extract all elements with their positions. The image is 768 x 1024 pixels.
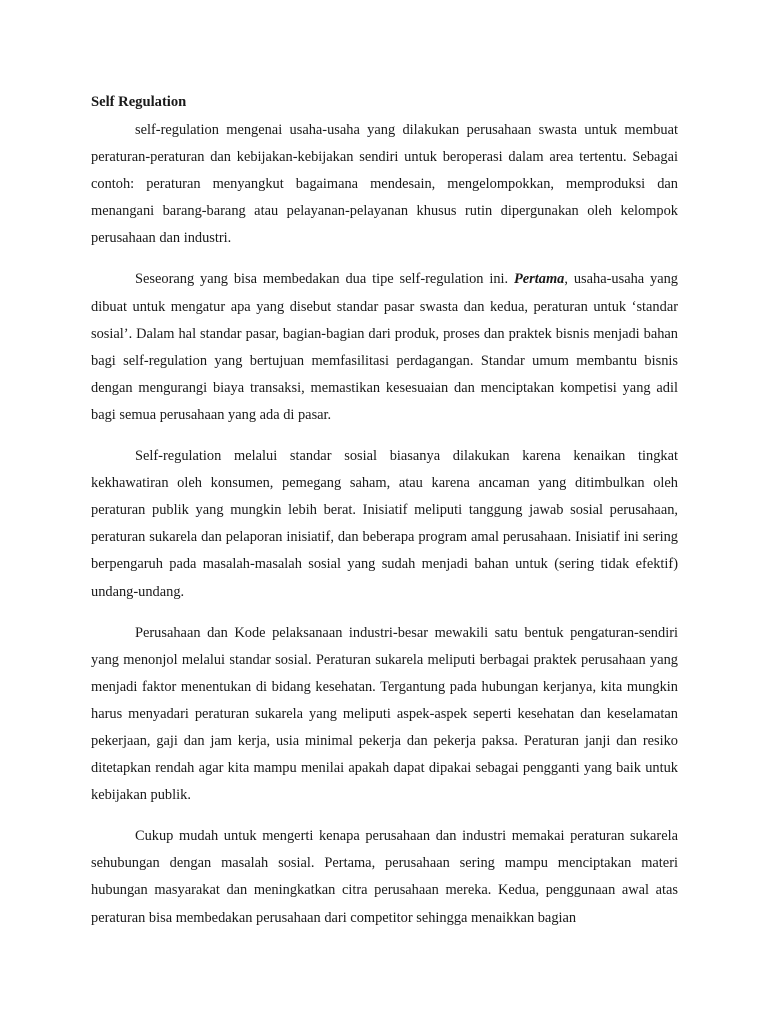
paragraph-2-text-after: , usaha-usaha yang dibuat untuk mengatur apa yang disebut standar pasar swasta dan kedua, peraturan untuk ‘standar sosial’. Dalam hal standar pasar, bagian-bagian dari produk, proses dan praktek bisnis menjadi bahan bagi self-regulation yang bertujuan memfasilitasi perdagangan. Standar umum membantu bisnis dengan mengurangi biaya transaksi, memastikan kesesuaian dan menciptakan kompetisi yang adil bagi semua perusahaan yang ada di pasar. bbox=[91, 271, 678, 423]
document-body bbox=[91, 91, 678, 946]
document-title: Self Regulation bbox=[91, 94, 187, 110]
paragraph-5: Cukup mudah untuk mengerti kenapa perusahaan dan industri memakai peraturan sukarela sehubungan dengan masalah sosial. Pertama, perusahaan sering mampu menciptakan materi hubungan masyarakat dan meningkatkan citra perusahaan mereka. Kedua, penggunaan awal atas peraturan bisa membedakan perusahaan dari competitor sehingga menaikkan bagian bbox=[91, 828, 678, 926]
paragraph-2-text-before: Seseorang yang bisa membedakan dua tipe self-regulation ini. bbox=[135, 271, 514, 288]
paragraph-1: self-regulation mengenai usaha-usaha yang dilakukan perusahaan swasta untuk membuat peraturan-peraturan dan kebijakan-kebijakan sendiri untuk beroperasi dalam area tertentu. Sebagai contoh: peraturan menyangkut bagaimana mendesain, mengelompokkan, memproduksi dan menangani barang-barang atau pelayanan-pelayanan khusus rutin dipergunakan oleh kelompok perusahaan dan industri. bbox=[91, 122, 678, 247]
paragraph-4: Perusahaan dan Kode pelaksanaan industri-besar mewakili satu bentuk pengaturan-sendiri yang menonjol melalui standar sosial. Peraturan sukarela meliputi berbagai praktek perusahaan yang menjadi faktor menentukan di bidang kesehatan. Tergantung pada hubungan kerjanya, kita mungkin harus menyadari peraturan sukarela yang meliputi aspek-aspek seperti kesehatan dan keselamatan pekerjaan, gaji dan jam kerja, usia minimal pekerja dan pekerja paksa. Peraturan janji dan resiko ditetapkan rendah agar kita mampu menilai apakah dapat dipakai sebagai pengganti yang baik untuk kebijakan publik. bbox=[91, 624, 678, 804]
paragraph-3: Self-regulation melalui standar sosial biasanya dilakukan karena kenaikan tingkat kekhawatiran oleh konsumen, pemegang saham, atau karena ancaman yang ditimbulkan oleh peraturan publik yang mungkin lebih berat. Inisiatif meliputi tanggung jawab sosial perusahaan, peraturan sukarela dan pelaporan inisiatif, dan beberapa program amal perusahaan. Inisiatif ini sering berpengaruh pada masalah-masalah sosial yang sudah menjadi bahan untuk (sering tidak efektif) undang-undang. bbox=[91, 448, 678, 600]
paragraph-2-emphasis: Pertama bbox=[514, 271, 565, 288]
paragraph-2 bbox=[91, 266, 678, 429]
